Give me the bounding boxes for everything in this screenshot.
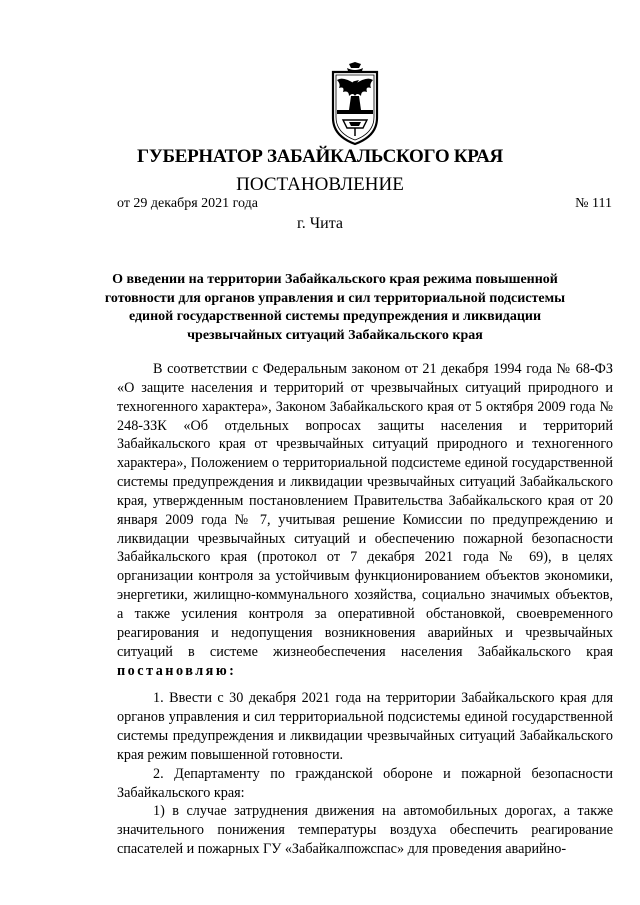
list-item: 1. Ввести с 30 декабря 2021 года на территории Забайкальского края для органов управления и сил территориальной подсистемы единой государственной системы предупреждения и ликвидации чрезвычайных ситуаций Забайкальского края режим повышенной готовности.	[117, 690, 613, 763]
document-body	[117, 360, 613, 859]
list-item: 1) в случае затруднения движения на автомобильных дорогах, а также значительного понижения температуры воздуха обеспечить реагирование спасателей и пожарных ГУ «Забайкалпожспас» для проведения аварийно-	[117, 803, 613, 858]
document-date: от 29 декабря 2021 года	[117, 196, 258, 211]
preamble-paragraph	[117, 360, 613, 680]
document-city: г. Чита	[296, 215, 343, 232]
document-number: № 111	[575, 196, 612, 211]
document-type: ПОСТАНОВЛЕНИЕ	[236, 174, 404, 195]
authority-title: ГУБЕРНАТОР ЗАБАЙКАЛЬСКОГО КРАЯ	[137, 146, 503, 167]
list-item: 2. Департаменту по гражданской обороне и пожарной безопасности Забайкальского края:	[117, 765, 613, 801]
decree-word: постановляю:	[117, 662, 237, 679]
paragraph-gap	[117, 680, 613, 689]
coat-of-arms-icon	[329, 62, 381, 146]
document-subject: О введении на территории Забайкальского края режима повышенной готовности для органов управления и сил территориальной подсистемы единой государственной системы предупреждения и ликвидации чрезвычайных ситуаций Забайкальского края	[104, 272, 566, 343]
preamble-text: В соответствии с Федеральным законом от 21 декабря 1994 года № 68-ФЗ «О защите населения и территорий от чрезвычайных ситуаций природного и техногенного характера», Законом Забайкальского края от 5 октября 2009 года № 248-ЗЗК «Об отдельных вопросах защиты населения и территорий Забайкальского края от чрезвычайных ситуаций природного и техногенного характера», Положением о территориальной подсистеме единой государственной системы предупреждения и ликвидации чрезвычайных ситуаций Забайкальского края, утвержденным постановлением Правительства Забайкальского края от 20 января 2009 года № 7, учитывая решение Комиссии по предупреждению и ликвидации чрезвычайных ситуаций и обеспечению пожарной безопасности Забайкальского края (протокол от 7 декабря 2021 года № 69), в целях организации контроля за устойчивым функционированием объектов экономики, энергетики, жилищно-коммунального хозяйства, социально значимых объектов, а также усиления контроля за оперативной обстановкой, своевременного реагирования и недопущения возникновения аварийных и чрезвычайных ситуаций в системе жизнеобеспечения населения Забайкальского края	[117, 361, 613, 660]
